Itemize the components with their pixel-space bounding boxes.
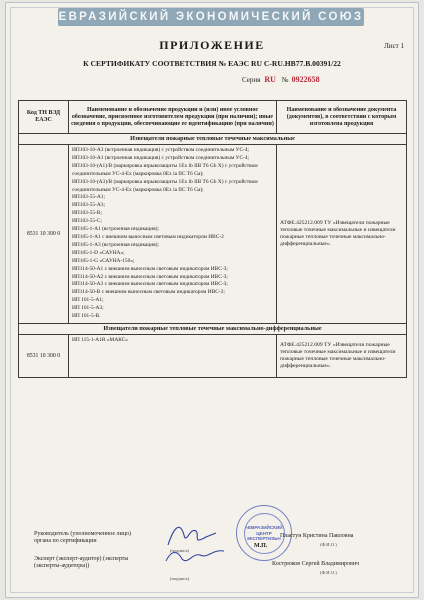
section-heading-row — [19, 134, 407, 145]
head-signature — [168, 527, 216, 545]
head-label: Руководитель (уполномоченное лицо) органа по сертификации — [34, 531, 131, 544]
header-product: Наименование и обозначение продукции и (или) иное условное обозначение, присвоенное изготовителем продукции (при наличии); иные сведения о продукции, обеспечивающие ее идентификацию (при наличии) — [69, 101, 277, 134]
stamp-line-2: ЦЕНТР — [256, 530, 272, 536]
expert-label: Эксперт (эксперт-аудитор) (эксперты (эксперты-аудиторы)) — [34, 556, 129, 569]
head-sign-hint: (подпись) — [170, 548, 190, 553]
product-item: ИП114-50-А3 с внешним выносным световым индикатором ИВС-3; — [72, 281, 228, 288]
document-cell: АТФЕ.425212.009 ТУ «Извещатели пожарные тепловые точечные максимальные и извещатели пожарные тепловые точечные максимально-дифференциальные». — [277, 334, 407, 377]
sheet-number: Лист 1 — [384, 42, 404, 50]
table-header-row — [19, 101, 407, 134]
product-item: ИП 101-5-А3; — [72, 305, 104, 312]
product-item: ИП103-55-А1; — [72, 194, 105, 201]
hs-code-cell: 8531 10 300 0 — [19, 145, 69, 324]
stamp-line-1: «ЕВРАЗИЙСКИЙ — [245, 525, 283, 530]
stamp-line-3: ЭКСПЕРТИЗЫ» — [246, 536, 282, 541]
eaeu-banner: ЕВРАЗИЙСКИЙ ЭКОНОМИЧЕСКИЙ СОЮЗ — [58, 8, 364, 26]
product-item: ИП114-50-А1 с внешним выносным световым индикатором ИВС-3; — [72, 265, 228, 272]
product-item: ИП103-10-(А1)/В (маркировка взрывозащиты 1Ex ib IIB T6 Gb X) с устройством соединительным УС-4-Ex (маркировка 0Ex ia IIC T6 Ga); — [72, 162, 258, 177]
mp-mark: М.П. — [254, 543, 268, 549]
header-code: Код ТН ВЭД ЕАЭС — [19, 101, 69, 134]
product-item: ИП103-10-А3 (встроенная индикация) с устройством соединительным УС-4; — [72, 147, 250, 153]
head-fio-hint: (Ф.И.О.) — [320, 542, 337, 547]
serial-letters: RU — [264, 75, 276, 84]
serial-no-sign: № — [281, 76, 289, 84]
product-item: ИП103-55-С; — [72, 218, 102, 225]
expert-name: Кострюков Сергей Владимирович — [272, 561, 360, 567]
expert-sign-hint: (подпись) — [170, 576, 190, 581]
head-name: Пластун Кристина Павловна — [280, 533, 354, 539]
products-table — [18, 100, 407, 378]
certificate-reference: К СЕРТИФИКАТУ СООТВЕТСТВИЯ № ЕАЭС RU C-RU.HB77.B.00391/22 — [83, 59, 341, 68]
product-item: ИП103-10-(А3)/В (маркировка взрывозащиты 1Ex ib IIB T6 Gb X) с устройством соединительным УС-4-Ex (маркировка 0Ex ia IIC T6 Ga); — [72, 178, 258, 193]
serial-number: 0922658 — [291, 75, 320, 84]
hs-code-cell: 8531 10 300 0 — [19, 334, 69, 377]
document-cell: АТФЕ.425212.009 ТУ «Извещатели пожарные тепловые точечные максимальные и извещатели пожарные тепловые точечные максимально-дифференциальные». — [277, 145, 407, 324]
product-item: ИП103-55-А3; — [72, 202, 105, 209]
product-item: ИП105-1-А3 (встроенная индикация); — [72, 241, 159, 248]
product-item: ИП 115-1-А1R «МАКС» — [72, 336, 128, 343]
serial-label: Серия — [242, 76, 261, 84]
product-item: ИП114-50-В с внешним выносным световым индикатором ИВС-3; — [72, 289, 225, 296]
signature-images — [162, 515, 230, 570]
serial-line — [242, 75, 320, 84]
product-item: ИП105-1-А1 (встроенная индикация); — [72, 226, 159, 233]
product-item: ИП 101-5-В. — [72, 313, 101, 320]
expert-fio-hint: (Ф.И.О.) — [320, 570, 337, 575]
product-item: ИП103-10-А1 (встроенная индикация) с устройством соединительным УС-4; — [72, 154, 250, 161]
product-item: ИП105-1-D «САУНА»; — [72, 249, 125, 256]
table-row — [19, 334, 407, 377]
table-row — [19, 145, 407, 324]
section-heading-row — [19, 323, 407, 334]
product-item: ИП114-50-А2 с внешним выносным световым индикатором ИВС-3; — [72, 273, 228, 280]
product-item: ИП105-1-G «САУНА-150»; — [72, 257, 135, 264]
section1-title: Извещатели пожарные тепловые точечные максимальные — [19, 134, 407, 145]
document-title: ПРИЛОЖЕНИЕ — [159, 38, 265, 52]
product-list-cell — [69, 334, 277, 377]
product-item: ИП103-55-В; — [72, 210, 102, 217]
section2-title: Извещатели пожарные тепловые точечные максимально-дифференциальные — [19, 323, 407, 334]
product-item: ИП105-1-А1 с внешним выносным световым индикатором ИВС-2 — [72, 233, 224, 240]
product-item: ИП 101-5-А1; — [72, 297, 104, 304]
product-list-cell — [69, 145, 277, 324]
header-document: Наименование и обозначение документа (документов), в соответствии с которым изготовлена продукция — [277, 101, 407, 134]
